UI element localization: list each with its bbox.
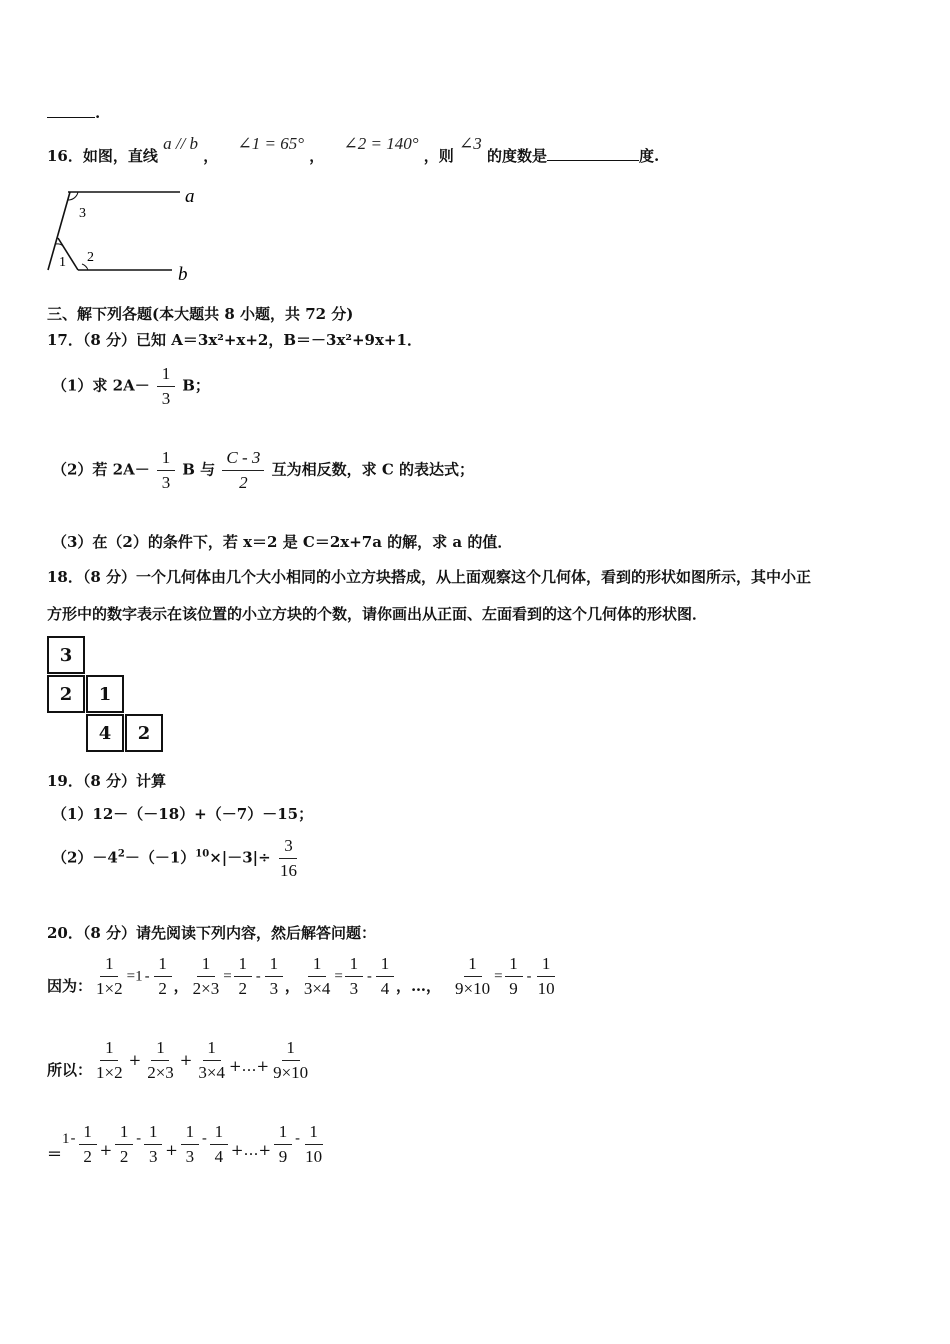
equals-sign: ＝ [47, 1144, 63, 1163]
q16-prefix: 16．如图，直线 [47, 147, 158, 165]
question-16: 16．如图，直线 a // b ， ∠1 = 65° ， ∠2 = 140° ，则 ∠3 的度数是 度. [47, 134, 660, 165]
fraction-term: $\frac{1}{2\times 3}$ [147, 1038, 174, 1082]
fraction-term: $\frac{1}{4}$ [376, 954, 394, 999]
math-symbol: 1 [135, 968, 143, 985]
grid-cell: 4 [86, 714, 124, 752]
math-symbol: - [255, 966, 261, 985]
fraction-term: $\frac{1}{9}$ [505, 954, 523, 999]
q20-stem: 20．（8 分）请先阅读下列内容，然后解答问题： [47, 924, 377, 942]
math-symbol: - [201, 1128, 207, 1147]
math-symbol: - [144, 966, 150, 985]
fraction-term: $\frac{1}{3}$ [181, 1122, 199, 1167]
fraction-term: $\frac{1}{3}$ [345, 954, 363, 999]
q16-angle2-condition: ∠2 = 140° [343, 134, 419, 153]
fraction-one-third: $\frac{1}{3}$ [157, 448, 175, 493]
grid-cell: 3 [47, 636, 85, 674]
fraction-term: $\frac{1}{2}$ [154, 954, 172, 999]
section-3-title: 三、解下列各题(本大题共 8 小题，共 72 分) [47, 305, 354, 323]
label-angle2: 2 [87, 250, 94, 265]
q17-part2: （2）若 2A－ $\frac{1}{3}$ B 与 $\frac{C - 3}{2}$ 互为相反数，求 C 的表达式； [52, 448, 474, 492]
top-view-grid [47, 636, 167, 753]
answer-blank [547, 160, 639, 161]
q20-equals-line [47, 1122, 326, 1167]
math-symbol: ，…， [395, 976, 441, 995]
math-symbol: 1 [62, 1130, 70, 1147]
label-b: b [178, 264, 188, 280]
fraction-term: $\frac{1}{3\times 4}$ [303, 954, 331, 998]
so-label: 所以： [47, 1060, 93, 1079]
label-angle1: 1 [59, 255, 66, 270]
fraction-term: $\frac{1}{4}$ [210, 1122, 228, 1167]
q17-part1: （1）求 2A－ $\frac{1}{3}$ B； [52, 364, 210, 408]
math-symbol: ， [173, 976, 189, 995]
q19-part2: $(2)-4^2-(-1)^{10}\times|-3|\div$ $\frac{3}{16}$ [52, 836, 297, 880]
fraction-term: $\frac{1}{1\times 2}$ [96, 954, 123, 998]
fraction-term: $\frac{1}{3}$ [265, 954, 283, 999]
q16-parallel-condition: a // b [163, 134, 199, 153]
grid-cell: 2 [125, 714, 163, 752]
fraction-term: $\frac{1}{2}$ [79, 1122, 97, 1167]
math-symbol: + [165, 1140, 178, 1159]
fraction-term: $\frac{1}{10}$ [305, 1122, 323, 1166]
q18-line2: 方形中的数字表示在该位置的小立方块的个数，请你画出从正面、左面看到的这个几何体的形状图． [47, 605, 708, 623]
q18-line1: 18．（8 分）一个几何体由几个大小相同的小立方块搭成，从上面观察这个几何体，看到的形状如图所示，其中小正 [47, 568, 812, 586]
q16-angle3: ∠3 [459, 134, 482, 153]
q16-angle1-condition: ∠1 = 65° [237, 134, 305, 153]
fraction-c-minus-3-over-2: $\frac{C - 3}{2}$ [222, 448, 264, 493]
fraction-term: $\frac{1}{3}$ [144, 1122, 162, 1167]
math-symbol: - [70, 1128, 76, 1147]
fraction-term: $\frac{1}{3\times 4}$ [198, 1038, 225, 1082]
math-symbol: + [179, 1050, 193, 1069]
fraction-term: $\frac{1}{1\times 2}$ [96, 1038, 123, 1082]
math-symbol: - [295, 1128, 301, 1147]
math-symbol: +…+ [228, 1056, 270, 1075]
fraction-term: $\frac{1}{9\times 10}$ [454, 954, 491, 998]
fraction-term: $\frac{1}{2}$ [234, 954, 252, 999]
answer-blank [47, 117, 95, 118]
q17-part3: （3）在（2）的条件下，若 x＝2 是 C＝2x+7a 的解，求 a 的值． [52, 533, 513, 551]
q19-part1: （1）12－（－18）+（－7）－15； [52, 805, 314, 823]
q19-stem: 19．（8 分）计算 [47, 772, 167, 790]
fraction-three-sixteenths: $\frac{3}{16}$ [279, 836, 297, 880]
parallel-lines-figure [40, 180, 210, 280]
fraction-term: $\frac{1}{2\times 3}$ [192, 954, 220, 998]
math-symbol: +…+ [230, 1140, 272, 1159]
math-symbol: = [494, 968, 503, 985]
fraction-one-third: $\frac{1}{3}$ [157, 364, 175, 409]
fraction-term: $\frac{1}{10}$ [537, 954, 555, 998]
because-label: 因为： [47, 976, 93, 995]
math-symbol: = [334, 968, 343, 985]
label-angle3: 3 [79, 206, 86, 221]
label-a: a [185, 186, 195, 207]
math-symbol: - [366, 966, 372, 985]
math-symbol: ， [284, 976, 300, 995]
math-symbol: + [128, 1050, 142, 1069]
fraction-term: $\frac{1}{2}$ [115, 1122, 133, 1167]
grid-cell: 2 [47, 675, 85, 713]
fraction-term: $\frac{1}{9}$ [274, 1122, 292, 1167]
q20-so-line [47, 1038, 312, 1083]
q20-because-line [47, 954, 559, 999]
q15-answer-tail: . [47, 104, 100, 122]
math-symbol: = [126, 968, 136, 985]
math-symbol: - [526, 966, 532, 985]
math-symbol: + [99, 1140, 113, 1159]
grid-cell: 1 [86, 675, 124, 713]
fraction-term: $\frac{1}{9\times 10}$ [273, 1038, 309, 1082]
q17-stem: 17．（8 分）已知 A＝3x²+x+2，B＝－3x²+9x+1． [47, 331, 422, 349]
math-symbol: - [136, 1128, 142, 1147]
math-symbol: = [223, 968, 232, 985]
